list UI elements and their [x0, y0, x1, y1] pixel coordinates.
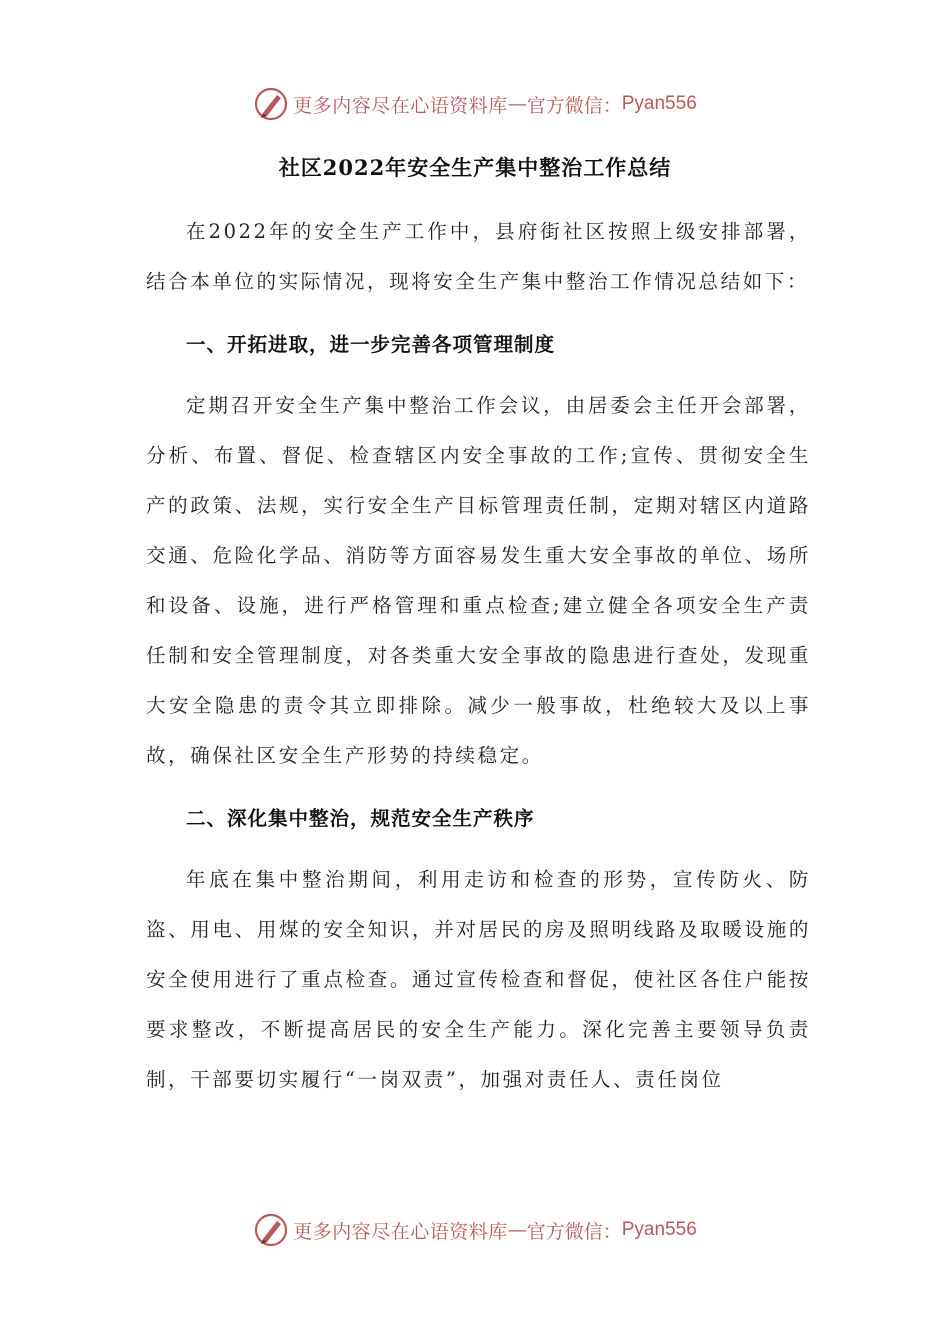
header-watermark-banner [0, 84, 950, 124]
banner-separator: — [507, 1219, 527, 1241]
banner-suffix-text: 官方微信： [526, 1220, 622, 1243]
banner-wechat-handle: Pyan556 [621, 93, 697, 114]
pen-logo-icon [253, 86, 289, 122]
intro-paragraph: 在2022年的安全生产工作中，县府街社区按照上级安排部署，结合本单位的实际情况，现将安全生产集中整治工作情况总结如下： [146, 220, 811, 293]
pen-logo-icon [253, 1212, 289, 1248]
section-1-heading: 一、开拓进取，进一步完善各项管理制度 [186, 333, 556, 356]
document-title: 社区2022年安全生产集中整治工作总结 [278, 155, 672, 180]
footer-watermark-banner [0, 1210, 950, 1250]
banner-brand-text: 更多内容尽在心语资料库 [293, 94, 508, 117]
banner-suffix-text: 官方微信： [526, 94, 622, 117]
banner-separator: — [507, 93, 527, 115]
banner-wechat-handle: Pyan556 [621, 1219, 697, 1240]
section-2-paragraph: 年底在集中整治期间，利用走访和检查的形势，宣传防火、防盗、用电、用煤的安全知识，并对居民的房及照明线路及取暖设施的安全使用进行了重点检查。通过宣传检查和督促，使社区各住户能按要求整改，不断提高居民的安全生产能力。深化完善主要领导负责制，干部要切实履行“一岗双责”，加强对责任人、责任岗位 [146, 868, 811, 1091]
section-1-paragraph: 定期召开安全生产集中整治工作会议，由居委会主任开会部署，分析、布置、督促、检查辖区内安全事故的工作;宣传、贯彻安全生产的政策、法规，实行安全生产目标管理责任制，定期对辖区内道路交通、危险化学品、消防等方面容易发生重大安全事故的单位、场所和设备、设施，进行严格管理和重点检查;建立健全各项安全生产责任制和安全管理制度，对各类重大安全事故的隐患进行查处，发现重大安全隐患的责令其立即排除。减少一般事故，杜绝较大及以上事故，确保社区安全生产形势的持续稳定。 [146, 394, 811, 767]
banner-brand-text: 更多内容尽在心语资料库 [293, 1220, 508, 1243]
document-body [146, 207, 811, 1105]
section-2-heading: 二、深化集中整治，规范安全生产秩序 [186, 807, 535, 830]
